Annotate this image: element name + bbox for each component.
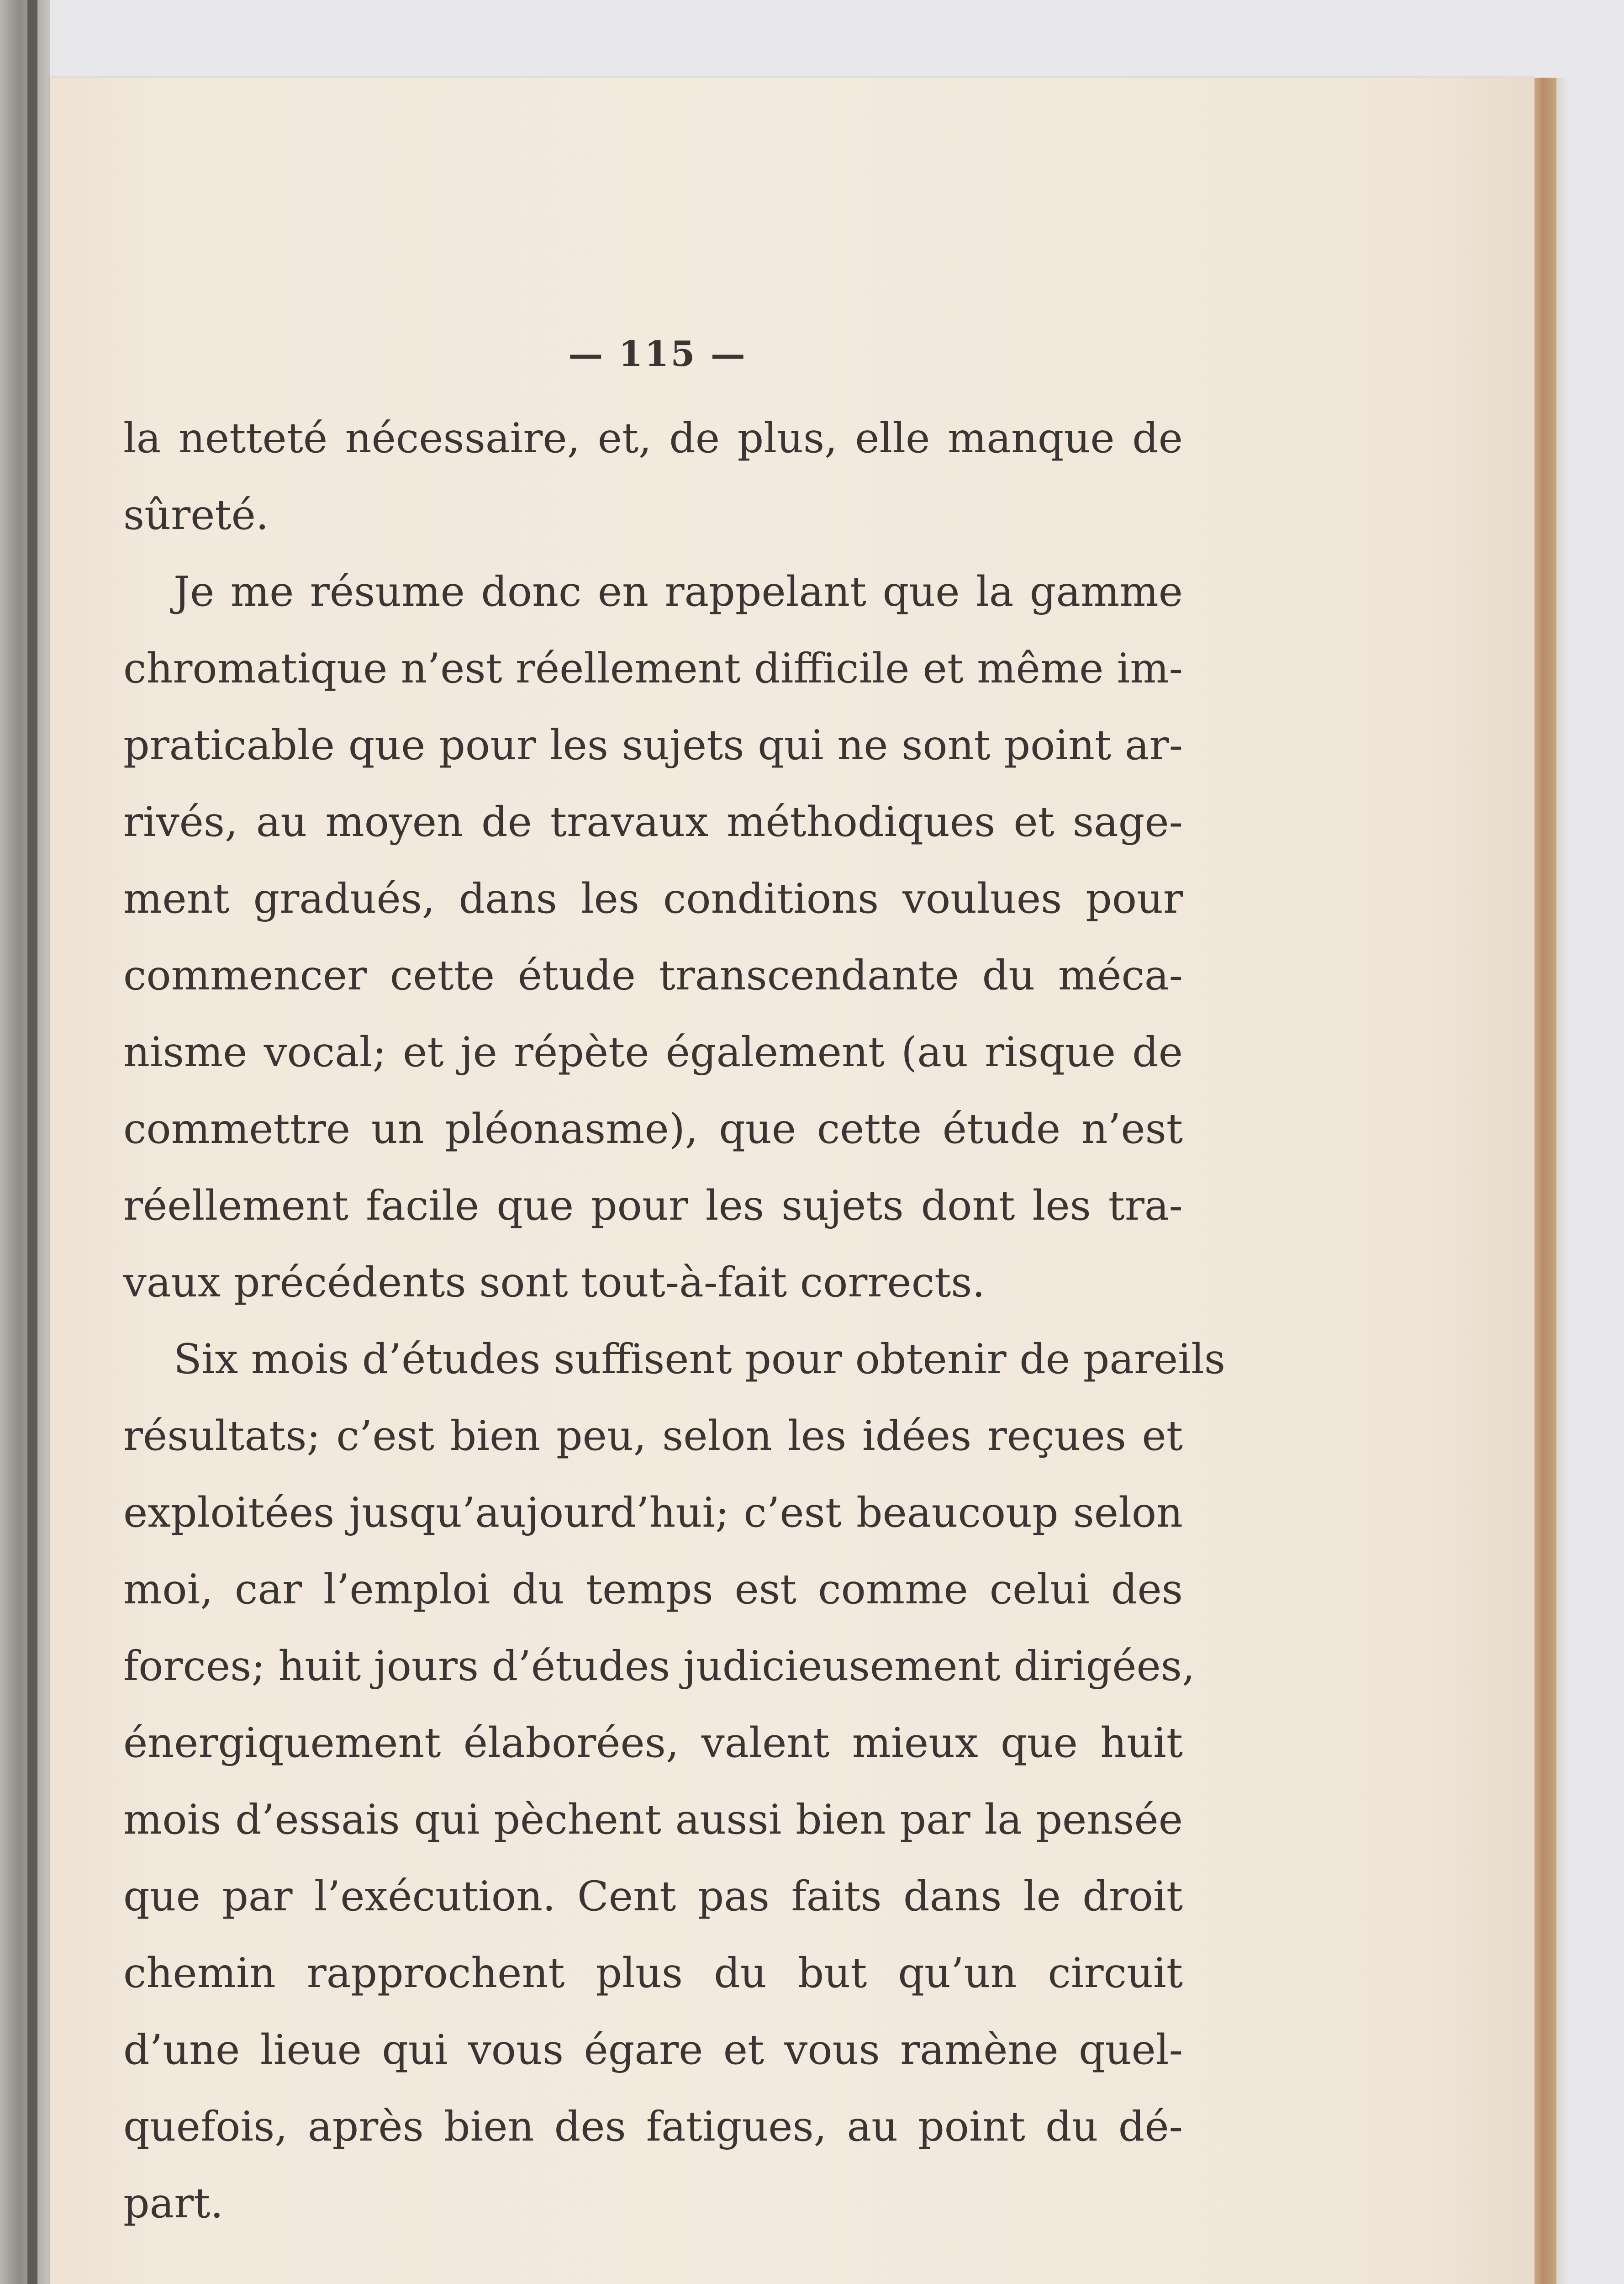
spine-gutter: [27, 0, 37, 2284]
text-line: mois d’essais qui pèchent aussi bien par la pensée: [123, 1796, 1183, 1844]
text-line: commettre un pléonasme), que cette étude n’est: [123, 1105, 1183, 1153]
text-line: part.: [123, 2179, 224, 2227]
text-line: sûreté.: [123, 491, 269, 539]
text-line: rivés, au moyen de travaux méthodiques et sage-: [123, 798, 1183, 846]
text-line: praticable que pour les sujets qui ne sont point ar-: [123, 721, 1183, 769]
text-line: commencer cette étude transcendante du méca-: [123, 952, 1183, 999]
text-line: résultats; c’est bien peu, selon les idées reçues et: [123, 1412, 1183, 1460]
page-fore-edge: [1534, 78, 1556, 2284]
text-line: forces; huit jours d’études judicieusement dirigées,: [123, 1642, 1195, 1690]
text-line: d’une lieue qui vous égare et vous ramène quel-: [123, 2026, 1183, 2074]
page-number: — 115 —: [568, 333, 747, 374]
text-line: énergiquement élaborées, valent mieux que huit: [123, 1719, 1183, 1767]
book-spine: [0, 0, 50, 2284]
text-line: chemin rapprochent plus du but qu’un circuit: [123, 1949, 1183, 1997]
fore-edge-shadow: [1556, 78, 1567, 2284]
text-line: réellement facile que pour les sujets dont les tra-: [123, 1182, 1183, 1230]
text-line: nisme vocal; et je répète également (au risque de: [123, 1028, 1183, 1076]
text-line: Six mois d’études suffisent pour obtenir de pareils: [174, 1335, 1226, 1383]
text-line: chromatique n’est réellement difficile et même im-: [123, 645, 1183, 693]
text-line: que par l’exécution. Cent pas faits dans le droit: [123, 1872, 1183, 1920]
text-line: vaux précédents sont tout-à-fait corrects.: [123, 1258, 986, 1306]
text-line: Je me résume donc en rappelant que la gamme: [174, 568, 1183, 616]
text-line: moi, car l’emploi du temps est comme celui des: [123, 1565, 1183, 1613]
text-line: la netteté nécessaire, et, de plus, elle manque de: [123, 414, 1183, 462]
text-line: exploitées jusqu’aujourd’hui; c’est beaucoup selon: [123, 1489, 1183, 1537]
text-line: quefois, après bien des fatigues, au point du dé-: [123, 2103, 1183, 2151]
text-line: ment gradués, dans les conditions voulues pour: [123, 875, 1183, 923]
